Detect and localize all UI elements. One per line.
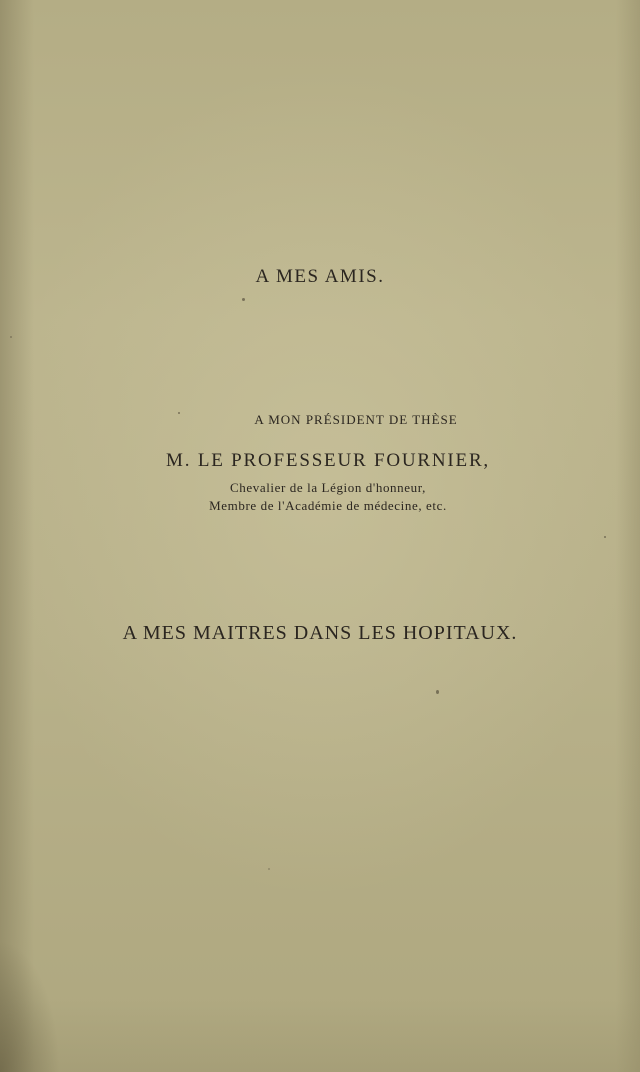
dedication-friends: A MES AMIS. — [255, 266, 385, 287]
professor-title-legion: Chevalier de la Légion d'honneur, — [230, 480, 426, 495]
professor-title-academie: Membre de l'Académie de médecine, etc. — [209, 498, 447, 513]
paper-speck — [10, 336, 12, 338]
page-shadow-bottom — [0, 1000, 640, 1072]
paper-speck — [436, 690, 439, 694]
dedication-professor-name: M. LE PROFESSEUR FOURNIER, — [166, 450, 490, 471]
paper-speck — [604, 536, 606, 538]
paper-speck — [242, 298, 245, 301]
page-stain-bottom-left — [0, 940, 60, 1072]
page-shadow-right — [616, 0, 640, 1072]
dedication-president-intro: A MON PRÉSIDENT DE THÈSE — [254, 412, 458, 427]
paper-speck — [268, 868, 270, 870]
page-shadow-left — [0, 0, 34, 1072]
dedication-masters: A MES MAITRES DANS LES HOPITAUX. — [122, 622, 518, 644]
